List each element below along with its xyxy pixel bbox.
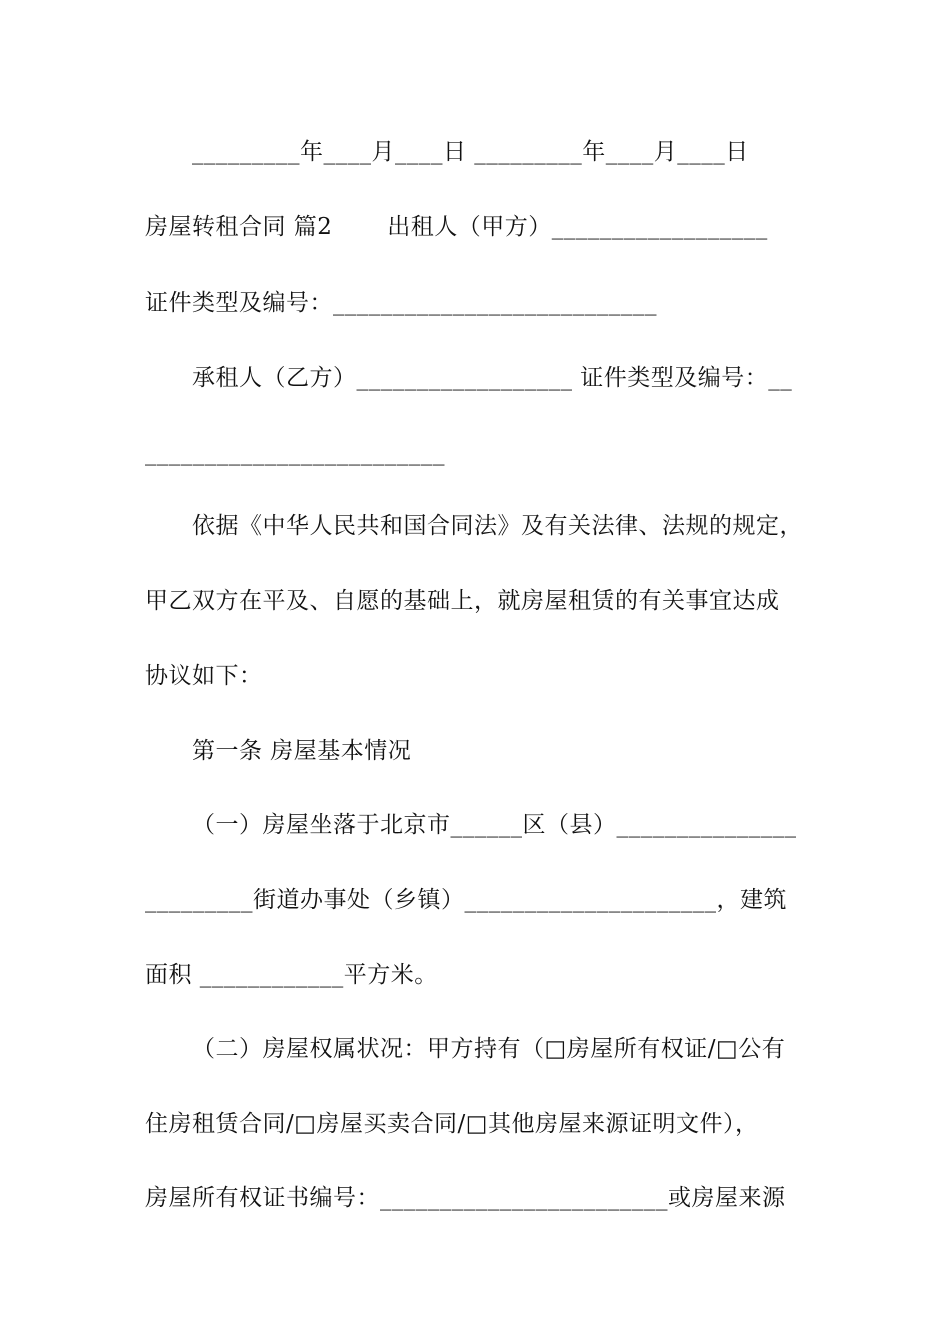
article-1-heading: 第一条 房屋基本情况 (192, 738, 412, 764)
preamble-line-1: 依据《中华人民共和国合同法》及有关法律、法规的规定， (192, 513, 803, 539)
clause-1-1-line-3: 面积 ____________平方米。 (145, 962, 438, 988)
title-and-lessor-line: 房屋转租合同 篇2 出租人（甲方）__________________ (145, 214, 768, 240)
clause-1-2-line-2: 住房租赁合同/□房屋买卖合同/□其他房屋来源证明文件）， (145, 1111, 759, 1137)
date-line: _________年____月____日 _________年____月____日 (192, 139, 749, 165)
clause-1-1-line-1: （一）房屋坐落于北京市______区（县）_______________ (192, 812, 797, 838)
lessee-id-continuation-line: _________________________ (145, 440, 445, 466)
clause-1-2-line-3: 房屋所有权证书编号：________________________或房屋来源 (145, 1185, 786, 1211)
clause-1-1-line-2: _________街道办事处（乡镇）_____________________，建筑 (145, 887, 787, 913)
preamble-line-3: 协议如下： (145, 663, 263, 689)
lessor-id-line: 证件类型及编号：___________________________ (145, 290, 657, 316)
clause-1-2-line-1: （二）房屋权属状况：甲方持有（□房屋所有权证/□公有 (192, 1036, 786, 1062)
lessee-line: 承租人（乙方）__________________ 证件类型及编号：__ (192, 365, 793, 391)
preamble-line-2: 甲乙双方在平及、自愿的基础上，就房屋租赁的有关事宜达成 (145, 588, 780, 614)
